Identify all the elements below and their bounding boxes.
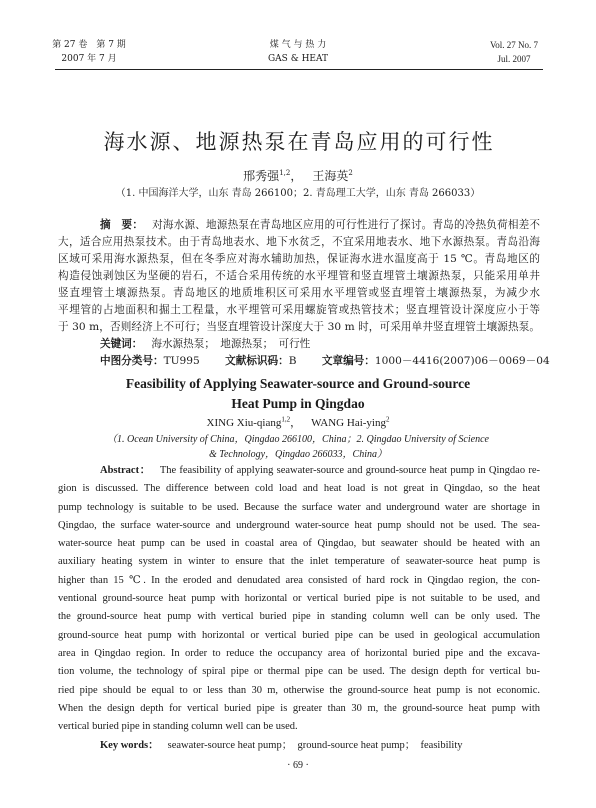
- abstract-en-line: ried pipe should be equal to or less than 30 m, otherwise the ground-source heat pump is not economic.: [58, 685, 540, 696]
- authors-cn: [0, 168, 596, 184]
- abstract-en-line: vertical buried pipe in standing column well can be used.: [58, 721, 298, 732]
- header-volume-en: Vol. 27 No. 7: [489, 40, 539, 50]
- keywords-cn-text: 海水源热泵； 地源热泵； 可行性: [151, 338, 311, 350]
- affiliation-en-line: & Technology，Qingdao 266033，China）: [209, 449, 387, 460]
- document-code-value: B: [288, 355, 297, 367]
- article-number-label: 文章编号：: [321, 355, 375, 367]
- title-en-line: Feasibility of Applying Seawater-source and Ground-source: [125, 376, 471, 391]
- keywords-cn-label: 关键词：: [100, 338, 143, 350]
- abstract-en-line: ground-source heat pump with horizontal or vertical buried pipe can be used in geological accumulation: [58, 630, 540, 641]
- abstract-cn-text: 对海水源、地源热泵在青岛地区应用的可行性进行了探讨。青岛的冷热负荷相差不: [152, 219, 541, 231]
- abstract-en-line: gion is discussed. The difference between cold load and heat load is not great in Qingdao, so the heat: [58, 483, 540, 494]
- clc-value: TU995: [163, 355, 200, 367]
- author-name-en: WANG Hai-ying: [311, 417, 386, 429]
- keywords-cn: [58, 336, 540, 353]
- abstract-cn-line: 大，适合应用热泵技术。由于青岛地表水、地下水贫乏，不宜采用地表水、地下水源热泵。青岛沿海: [58, 236, 540, 248]
- abstract-cn-line: [58, 217, 540, 234]
- title-en-line: Heat Pump in Qingdao: [231, 396, 365, 411]
- abstract-en-line: area in Qingdao region. In order to reduce the occupancy area of horizontal buried pipe and the excava-: [58, 648, 540, 659]
- author-affiliation-mark: 2: [348, 169, 353, 177]
- affiliation-cn: （1. 中国海洋大学，山东 青岛 266100；2. 青岛理工大学，山东 青岛 266033）: [115, 188, 481, 199]
- author-affiliation-mark: 1,2: [279, 169, 291, 177]
- abstract-en-line: Qingdao, the surface water-source and underground water-source heat pump should not be used. The sea-: [58, 520, 540, 531]
- article-number: [322, 355, 550, 367]
- header-journal-en: GAS & HEAT: [267, 54, 329, 64]
- abstract-en-line: [58, 462, 540, 480]
- abstract-en-text: The feasibility of applying seawater-source and ground-source heat pump in Qingdao re-: [159, 465, 540, 476]
- abstract-en-line: tion volume, the technology of spiral pipe or thermal pipe can be used. The design depth for vertical bu-: [58, 666, 540, 677]
- author-affiliation-mark: 2: [385, 415, 390, 424]
- page-number: · 69 ·: [287, 760, 309, 771]
- author-name-en: XING Xiu-qiang: [206, 417, 282, 429]
- classification-line: [100, 353, 550, 370]
- header-date-cn: 2007 年 7 月: [61, 54, 117, 64]
- article-number-value: 1000－4416(2007)06－0069－04: [374, 355, 550, 367]
- clc-label: 中图分类号：: [100, 355, 164, 367]
- header-date-en: Jul. 2007: [497, 54, 531, 64]
- abstract-en-line: When the design depth for vertical buried pipe is greater than 30 m, the ground-source heat pump with: [58, 703, 540, 714]
- abstract-cn-line: 平埋管的占地面积和掘土工程量，水平埋管可采用螺旋管或热管技术；竖直埋管设计深度应小于等: [58, 304, 540, 316]
- title-cn: 海水源、地源热泵在青岛应用的可行性: [103, 130, 495, 154]
- abstract-cn-line: 构造侵蚀剥蚀区为坚硬的岩石，不适合采用传统的水平埋管和竖直埋管土壤源热泵，只能采用单井: [58, 270, 540, 282]
- affiliation-en-line: （1. Ocean University of China，Qingdao 266100，China；2. Qingdao University of Science: [107, 434, 489, 445]
- author-name: 邢秀强: [243, 169, 280, 183]
- author-affiliation-mark: 1,2: [281, 415, 291, 424]
- header-rule: [55, 69, 543, 70]
- keywords-en-text: seawater-source heat pump； ground-source heat pump； feasibility: [167, 740, 463, 751]
- abstract-cn-line: 于 30 m，否则经济上不可行；当竖直埋管设计深度大于 30 m 时，可采用单井竖直埋管土壤源热泵。: [58, 321, 540, 333]
- header-journal: [248, 38, 348, 66]
- header-volume-issue: [48, 38, 130, 66]
- author-separator: ，: [290, 169, 303, 183]
- header-volume: 第 27 卷 第 7 期: [52, 40, 126, 50]
- abstract-en-line: auxiliary heating system in winter to ensure that the inlet temperature of seawater-source heat pump is: [58, 556, 540, 567]
- abstract-en-line: higher than 15 ℃. In the eroded and denudated area consisted of hard rock in Qingdao region, the con-: [58, 575, 540, 586]
- abstract-en-line: water-source heat pump can be used in coastal area of Qingdao, but seawater should be heated with an: [58, 538, 540, 549]
- abstract-cn-line: 竖直埋管土壤源热泵。青岛地区的地质堆积区可采用水平埋管或竖直埋管土壤源热泵，为减少水: [58, 287, 540, 299]
- document-code-label: 文献标识码：: [225, 355, 289, 367]
- abstract-en-label: Abstract：: [100, 465, 151, 476]
- header-journal-cn: 煤 气 与 热 力: [269, 40, 327, 50]
- author-separator: ，: [290, 417, 302, 429]
- header-vol-no: [476, 38, 552, 66]
- abstract-en-line: the ground-source heat pump with vertical buried pipe in standing column well can be only used. The: [58, 611, 540, 622]
- abstract-en-line: ventional ground-source heat pump with horizontal or vertical buried pipe is not suitable to be used, and: [58, 593, 540, 604]
- clc-number: [100, 355, 200, 367]
- abstract-en-line: pump technology is suitable to be used. Because the surface water and underground water are shortage in: [58, 502, 540, 513]
- author-name: 王海英: [312, 169, 349, 183]
- keywords-en-label: Key words：: [100, 740, 159, 751]
- authors-en: [0, 415, 596, 431]
- abstract-cn-label: 摘 要：: [100, 219, 144, 231]
- abstract-cn-line: 区域可采用海水源热泵，但在冬季应对海水辅助加热，保证海水进水温度高于 15 ℃。青岛地区的: [58, 253, 540, 265]
- document-code: [225, 355, 296, 367]
- keywords-en: [58, 737, 540, 755]
